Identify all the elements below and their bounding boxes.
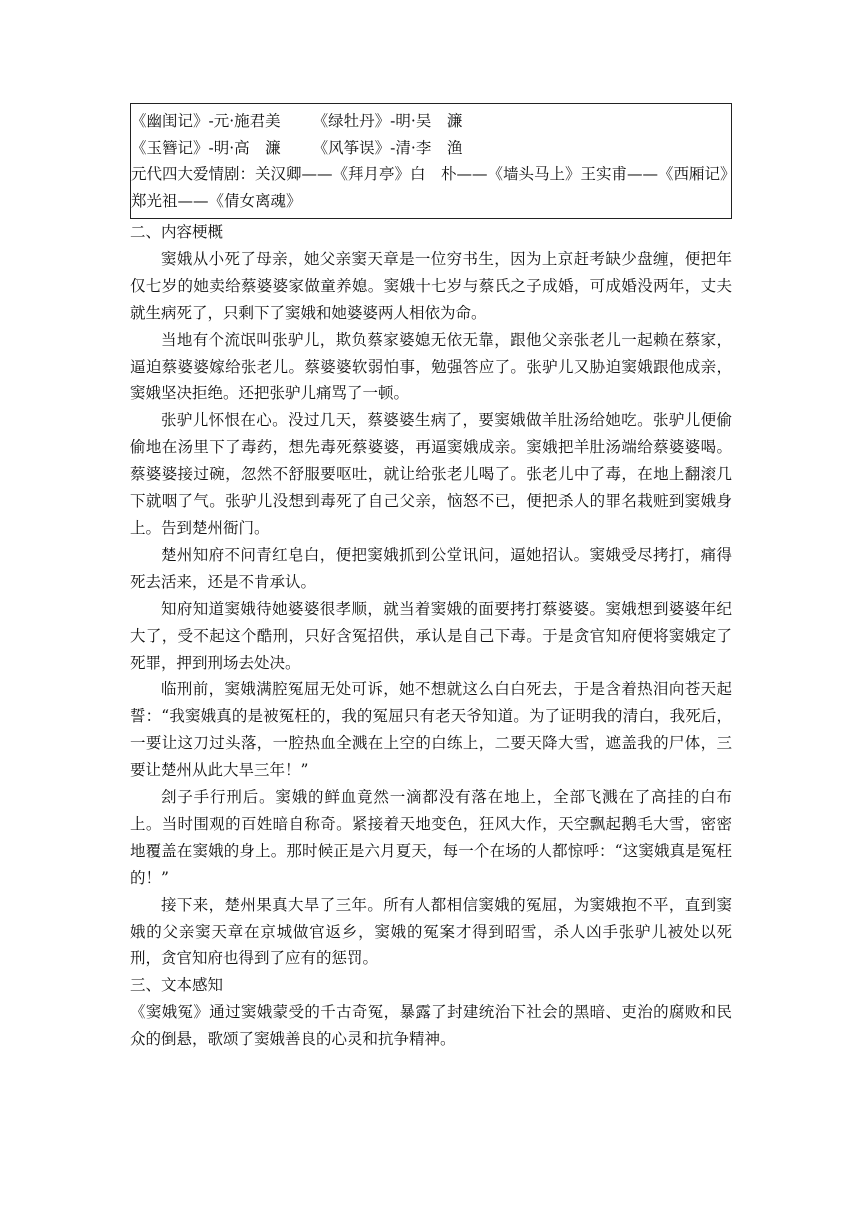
perception-paragraph: 《窦娥冤》通过窦娥蒙受的千古奇冤，暴露了封建统治下社会的黑暗、吏治的腐败和民众的倒悬，歌颂了窦娥善良的心灵和抗争精神。 [130,1003,732,1049]
opera-list-row [131,108,731,135]
summary-paragraph: 知府知道窦娥待她婆婆很孝顺，就当着窦娥的面要拷打蔡婆婆。窦娥想到婆婆年纪大了，受不起这个酷刑，只好含冤招供，承认是自己下毒。于是贪官知府便将窦娥定了死罪，押到刑场去处决。 [130,599,732,672]
opera-entry: 《玉簪记》-明·高 濂 [131,138,281,157]
summary-paragraph: 接下来，楚州果真大旱了三年。所有人都相信窦娥的冤屈，为窦娥抱不平，直到窦娥的父亲窦天章在京城做官返乡，窦娥的冤案才得到昭雪，杀人凶手张驴儿被处以死刑，贪官知府也得到了应有的惩罚。 [130,895,732,968]
summary-paragraph: 张驴儿怀恨在心。没过几天，蔡婆婆生病了，要窦娥做羊肚汤给她吃。张驴儿便偷偷地在汤里下了毒药，想先毒死蔡婆婆，再逼窦娥成亲。窦娥把羊肚汤端给蔡婆婆喝。蔡婆婆接过碗，忽然不舒服要呕吐，就让给张老儿喝了。张老儿中了毒，在地上翻滚几下就咽了气。张驴儿没想到毒死了自己父亲，恼怒不已，便把杀人的罪名栽赃到窦娥身上。告到楚州衙门。 [130,411,732,537]
summary-paragraph: 楚州知府不问青红皂白，便把窦娥抓到公堂讯问，逼她招认。窦娥受尽拷打，痛得死去活来，还是不肯承认。 [130,545,732,591]
opera-list-box [130,103,732,219]
summary-paragraph: 窦娥从小死了母亲，她父亲窦天章是一位穷书生，因为上京赶考缺少盘缠，便把年仅七岁的她卖给蔡婆婆家做童养媳。窦娥十七岁与蔡氏之子成婚，可成婚没两年，丈夫就生病死了，只剩下了窦娥和她婆婆两人相依为命。 [130,249,732,322]
four-love-dramas-line: 元代四大爱情剧：关汉卿——《拜月亭》白 朴——《墙头马上》王实甫——《西厢记》郑光祖——《倩女离魂》 [131,165,728,210]
section-heading-perception: 三、文本感知 [130,976,224,995]
document-page [130,103,732,1053]
opera-entry: 《幽闺记》-元·施君美 [131,112,281,130]
summary-paragraph: 当地有个流氓叫张驴儿，欺负蔡家婆媳无依无靠，跟他父亲张老儿一起赖在蔡家，逼迫蔡婆婆嫁给张老儿。蔡婆婆软弱怕事，勉强答应了。张驴儿又胁迫窦娥跟他成亲，窦娥坚决拒绝。还把张驴儿痛骂了一顿。 [130,330,732,403]
summary-paragraph: 刽子手行刑后。窦娥的鲜血竟然一滴都没有落在地上，全部飞溅在了高挂的白布上。当时围观的百姓暗自称奇。紧接着天地变色，狂风大作，天空飘起鹅毛大雪，密密地覆盖在窦娥的身上。那时候正是六月夏天，每一个在场的人都惊呼：“这窦娥真是冤枉的！” [130,788,732,887]
section-heading-summary: 二、内容梗概 [130,223,224,241]
summary-paragraph: 临刑前，窦娥满腔冤屈无处可诉，她不想就这么白白死去，于是含着热泪向苍天起誓：“我窦娥真的是被冤枉的，我的冤屈只有老天爷知道。为了证明我的清白，我死后，一要让这刀过头落，一腔热血全溅在上空的白练上，二要天降大雪，遮盖我的尸体，三要让楚州从此大旱三年！” [130,680,732,780]
opera-entry: 《绿牡丹》-明·吴 濂 [312,112,463,130]
opera-list-row [131,135,731,162]
opera-entry: 《风筝误》-清·李 渔 [312,138,463,157]
